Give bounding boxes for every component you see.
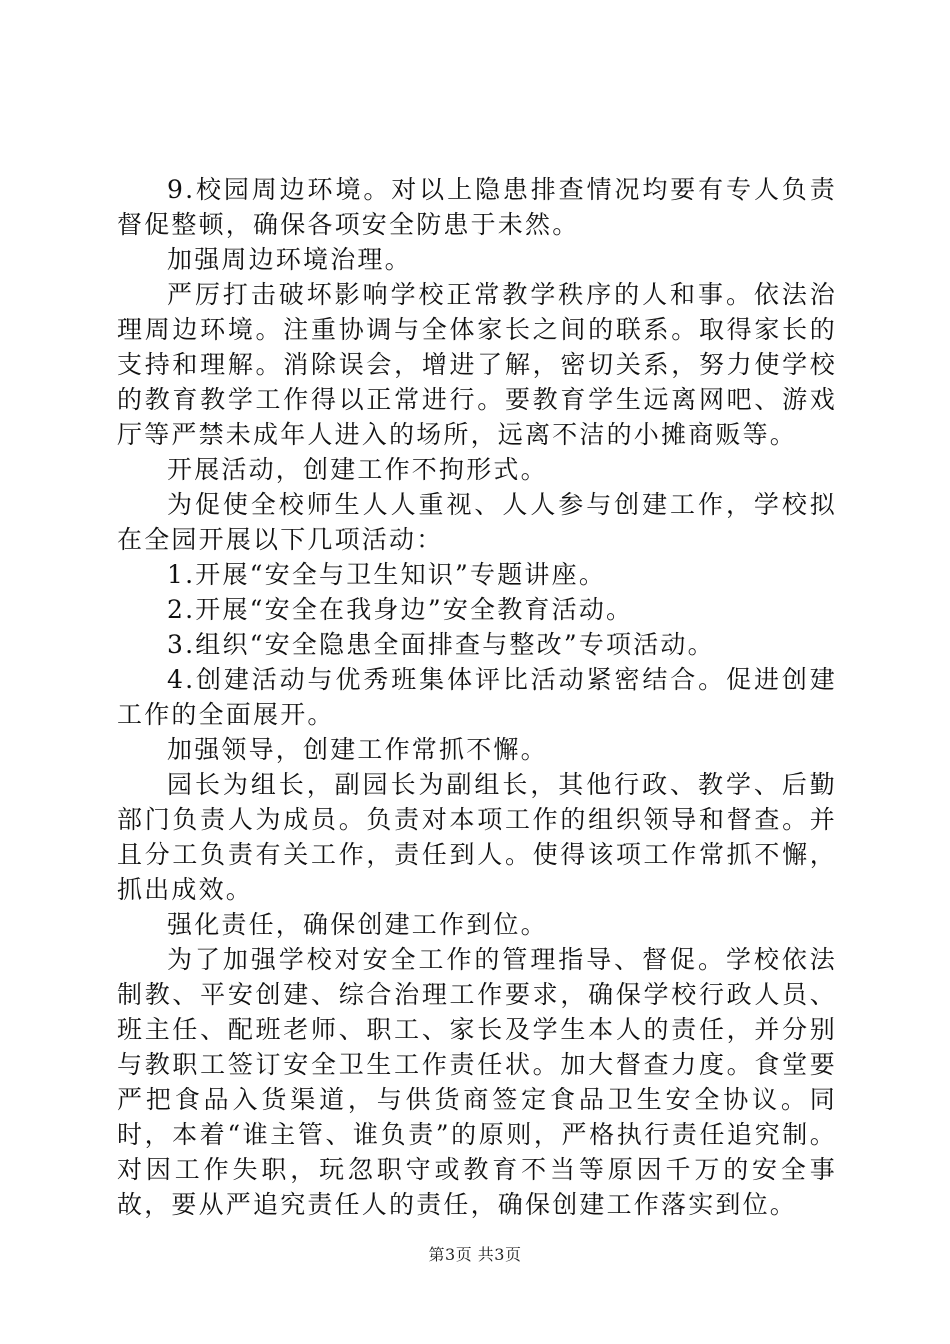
section-heading: 强化责任，确保创建工作到位。 <box>167 910 548 939</box>
list-item: 4.创建活动与优秀班集体评比活动紧密结合。促进创建工作的全面展开。 <box>117 665 837 729</box>
document-body <box>117 172 837 1222</box>
paragraph: 为了加强学校对安全工作的管理指导、督促。学校依法制教、平安创建、综合治理工作要求，确保学校行政人员、班主任、配班老师、职工、家长及学生本人的责任，并分别与教职工签订安全卫生工作责任状。加大督查力度。食堂要严把食品入货渠道，与供货商签定食品卫生安全协议。同时，本着“谁主管、谁负责”的原则，严格执行责任追究制。对因工作失职，玩忽职守或教育不当等原因千万的安全事故，要从严追究责任人的责任，确保创建工作落实到位。 <box>117 945 837 1219</box>
section-heading: 开展活动，创建工作不拘形式。 <box>167 455 548 484</box>
paragraph: 园长为组长，副园长为副组长，其他行政、教学、后勤部门负责人为成员。负责对本项工作的组织领导和督查。并且分工负责有关工作，责任到人。使得该项工作常抓不懈，抓出成效。 <box>117 770 837 904</box>
section-heading: 加强周边环境治理。 <box>167 245 412 274</box>
list-item: 3.组织“安全隐患全面排查与整改”专项活动。 <box>167 630 715 659</box>
paragraph: 严厉打击破坏影响学校正常教学秩序的人和事。依法治理周边环境。注重协调与全体家长之间的联系。取得家长的支持和理解。消除误会，增进了解，密切关系，努力使学校的教育教学工作得以正常进行。要教育学生远离网吧、游戏厅等严禁未成年人进入的场所，远离不洁的小摊商贩等。 <box>117 280 837 449</box>
section-heading: 加强领导，创建工作常抓不懈。 <box>167 735 548 764</box>
list-item: 1.开展“安全与卫生知识”专题讲座。 <box>167 560 607 589</box>
paragraph: 9.校园周边环境。对以上隐患排查情况均要有专人负责督促整顿，确保各项安全防患于未然。 <box>117 175 837 239</box>
paragraph: 为促使全校师生人人重视、人人参与创建工作，学校拟在全园开展以下几项活动： <box>117 490 837 554</box>
list-item: 2.开展“安全在我身边”安全教育活动。 <box>167 595 634 624</box>
page-footer: 第3页 共3页 <box>428 1245 522 1264</box>
